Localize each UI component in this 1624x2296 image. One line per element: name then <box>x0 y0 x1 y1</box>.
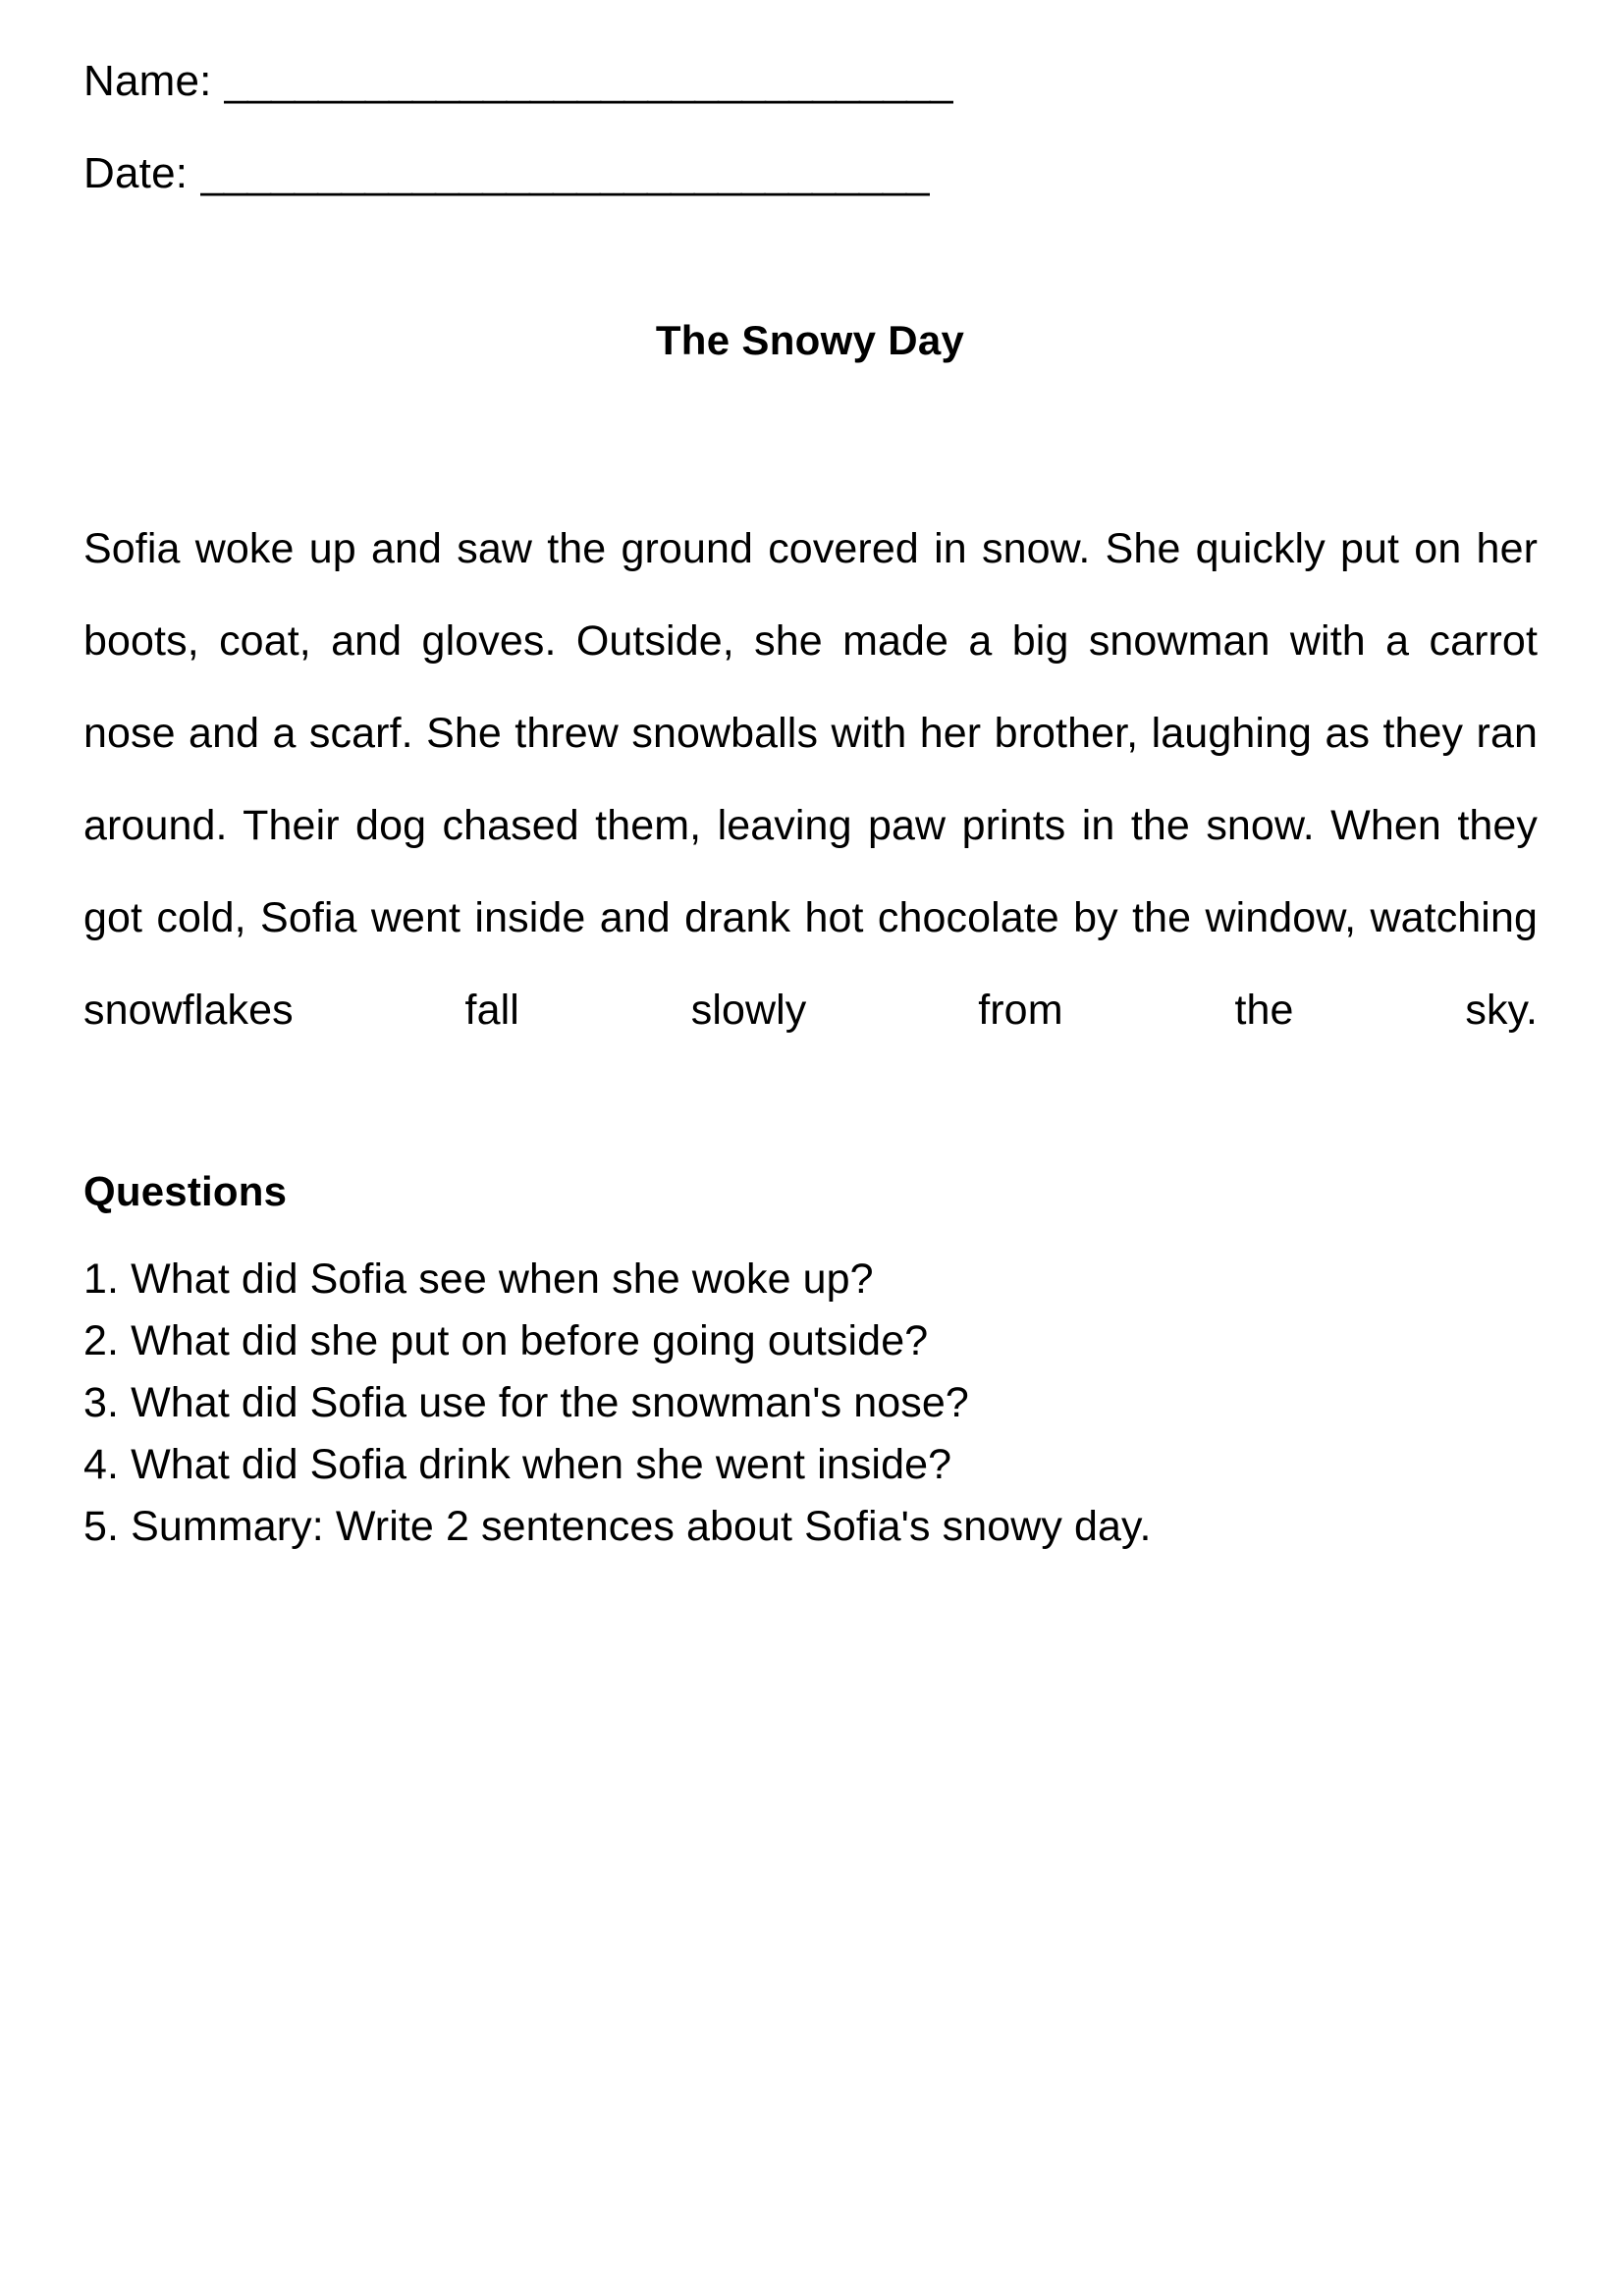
question-item: 5. Summary: Write 2 sentences about Sofia's snowy day. <box>83 1503 1152 1550</box>
reading-passage: Sofia woke up and saw the ground covered in snow. She quickly put on her boots, coat, and gloves. Outside, she made a big snowman with a carrot nose and a scarf. She threw snowballs with her brother, laughing as they ran around. Their dog chased them, leaving paw prints in the snow. When they got cold, Sofia went inside and drank hot chocolate by the window, watching snowflakes fall slowly from the sky. <box>83 525 1538 1034</box>
page-title: The Snowy Day <box>655 317 965 363</box>
name-label: Name: <box>83 57 225 105</box>
question-item: 3. What did Sofia use for the snowman's nose? <box>83 1379 969 1426</box>
date-field-row <box>83 143 1537 204</box>
questions-list <box>83 1249 1538 1558</box>
date-write-line[interactable]: _______________________________ <box>199 149 930 197</box>
student-info-header <box>83 51 1537 204</box>
name-write-line[interactable]: _______________________________ <box>224 57 954 105</box>
questions-heading: Questions <box>83 1168 288 1214</box>
question-item: 4. What did Sofia drink when she went inside? <box>83 1441 952 1488</box>
date-label: Date: <box>83 149 200 197</box>
question-item: 1. What did Sofia see when she woke up? <box>83 1255 874 1303</box>
question-item: 2. What did she put on before going outside? <box>83 1317 929 1364</box>
name-field-row <box>83 51 1537 112</box>
